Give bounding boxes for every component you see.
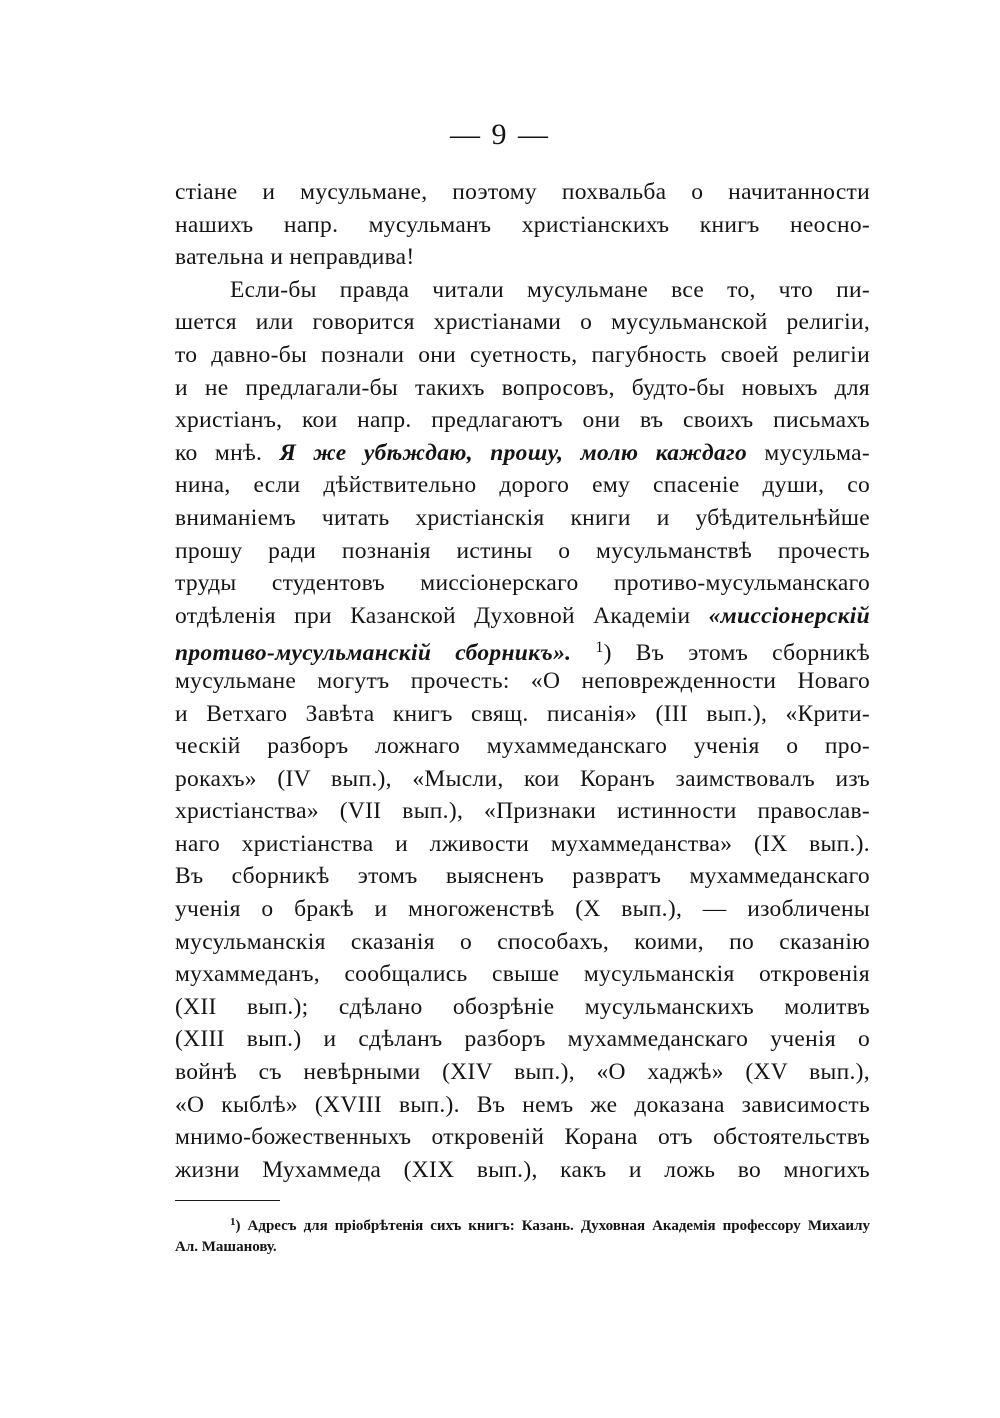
text-line: Въ сборникѣ этомъ выясненъ развратъ мухаммеданскаго (175, 863, 870, 890)
text-line: стіане и мусульмане, поэтому похвальба о начитанности (175, 179, 870, 205)
body-text (175, 176, 870, 1186)
italic-title: «миссіонерскій (708, 602, 870, 629)
text-line: (XIII вып.) и сдѣланъ разборъ мухаммеданскаго ученія о (175, 1026, 870, 1053)
text-line: христіанства» (VII вып.), «Признаки истинности православ- (175, 798, 870, 825)
text-line: (XII вып.); сдѣлано обозрѣніе мусульманскихъ молитвъ (175, 993, 870, 1020)
footnote-line (175, 1210, 870, 1235)
text-line: войнѣ съ невѣрными (XIV вып.), «О хаджѣ» (XV вып.), (175, 1059, 870, 1086)
text-line: нашихъ напр. мусульманъ христіанскихъ книгъ неосно- (175, 211, 870, 238)
text-line: мусульмане могутъ прочесть: «О неповрежденности Новаго (175, 667, 870, 694)
text-segment: мусульма- (747, 439, 870, 466)
text-line (175, 632, 870, 665)
footnote-text: ) Адресъ для пріобрѣтенія сихъ книгъ: Казань. Духовная Академія профессору Михаилу (235, 1218, 870, 1234)
text-segment: отдѣленія при Казанской Духовной Академіи (175, 602, 709, 629)
text-line: и Ветхаго Завѣта книгъ свящ. писанія» (III вып.), «Крити- (175, 700, 870, 727)
paragraph-start-line: Если-бы правда читали мусульмане все то, что пи- (230, 276, 870, 303)
text-line: наго христіанства и лживости мухаммеданства» (IX вып.). (175, 830, 870, 857)
text-line: шется или говорится христіанами о мусульманской религіи, (175, 309, 870, 336)
footnote-marker: 1 (595, 639, 604, 657)
text-line: ческій разборъ ложнаго мухаммеданскаго ученія о про- (175, 733, 870, 760)
text-segment: ) Въ этомъ сборникѣ (603, 640, 870, 665)
footnote-number: 1 (230, 1216, 236, 1228)
text-line: вниманіемъ читать христіанскія книги и убѣдительнѣйше (175, 504, 870, 531)
footnote (175, 1210, 870, 1260)
text-line: «О кыблѣ» (XVIII вып.). Въ немъ же доказана зависимость (175, 1091, 870, 1118)
footnote-divider (175, 1200, 280, 1201)
text-line: мнимо-божественныхъ откровеній Корана отъ обстоятельствъ (175, 1124, 870, 1151)
text-line: рокахъ» (IV вып.), «Мысли, кои Коранъ заимствовалъ изъ (175, 765, 870, 792)
text-line: жизни Мухаммеда (XIX вып.), какъ и ложь во многихъ (175, 1156, 870, 1183)
text-line: нина, если дѣйствительно дорого ему спасеніе души, со (175, 472, 870, 499)
footnote-line: Ал. Машанову. (175, 1239, 277, 1255)
text-line (175, 600, 870, 633)
text-line: и не предлагали-бы такихъ вопросовъ, будто-бы новыхъ для (175, 374, 870, 401)
italic-emphasis: Я же убѣждаю, прошу, молю каждаго (279, 439, 748, 466)
text-line: мухаммеданъ, сообщались свыше мусульманскія откровенія (175, 961, 870, 988)
italic-title: противо-мусульманскій сборникъ». (175, 640, 572, 665)
text-line: христіанъ, кои напр. предлагаютъ они въ своихъ письмахъ (175, 407, 870, 434)
text-segment: ко мнѣ. (175, 439, 280, 466)
text-line (175, 437, 870, 470)
text-line: труды студентовъ миссіонерскаго противо-мусульманскаго (175, 570, 870, 597)
text-line: ученія о бракѣ и многоженствѣ (X вып.), — изобличены (175, 896, 870, 923)
text-line: то давно-бы познали они суетность, пагубность своей религіи (175, 341, 870, 368)
text-line: мусульманскія сказанія о способахъ, коими, по сказанію (175, 928, 870, 955)
page-number: — 9 — (450, 118, 550, 151)
text-line: вательна и неправдива! (175, 244, 415, 271)
text-line: прошу ради познанія истины о мусульманствѣ прочесть (175, 537, 870, 564)
